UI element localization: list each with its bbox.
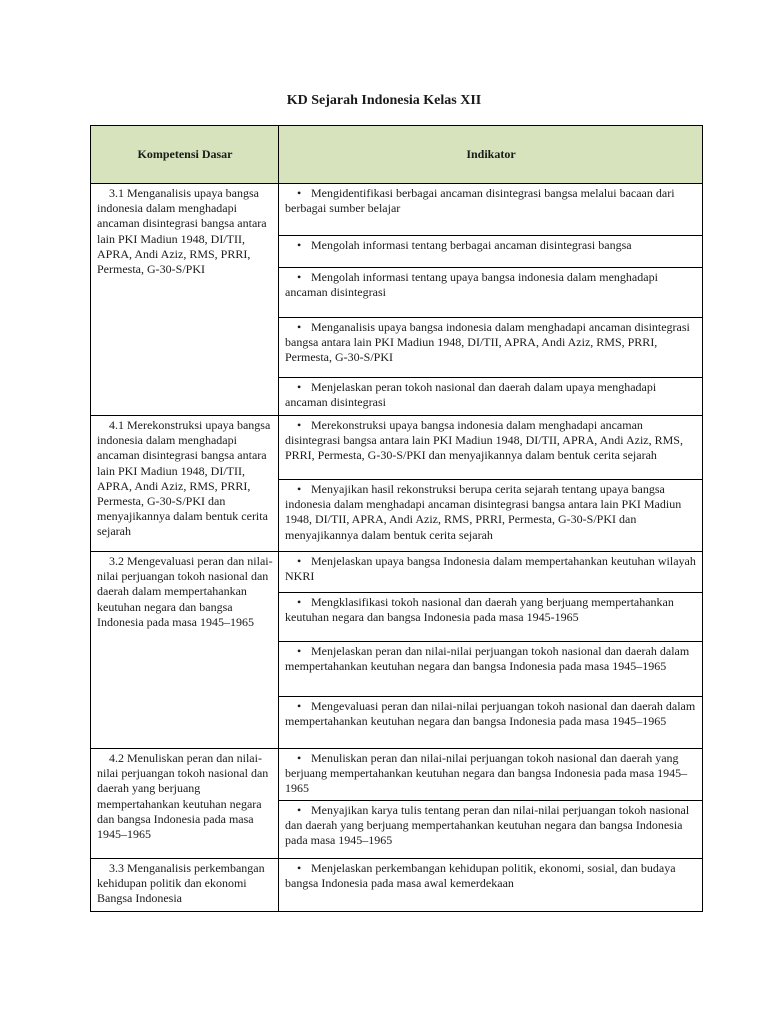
- indicator-cell: [279, 593, 703, 642]
- bullet-icon: •: [297, 699, 302, 713]
- indicator-cell: [279, 236, 703, 268]
- indicator-cell: [279, 378, 703, 416]
- indicator-text: Menjelaskan upaya bangsa Indonesia dalam mempertahankan keutuhan wilayah NKRI: [285, 554, 696, 584]
- bullet-icon: •: [297, 380, 302, 394]
- indicator-text: Merekonstruksi upaya bangsa indonesia dalam menghadapi ancaman disintegrasi bangsa antara lain PKI Madiun 1948, DI/TII, APRA, Andi Aziz, RMS, PRRI, Permesta, G-30-S/PKI dan menyajikannya dalam bentuk cerita sejarah: [285, 418, 683, 463]
- header-indikator: Indikator: [279, 126, 703, 184]
- indicator-text: Mengolah informasi tentang berbagai ancaman disintegrasi bangsa: [311, 238, 632, 252]
- indicator-text: Mengolah informasi tentang upaya bangsa indonesia dalam menghadapi ancaman disintegrasi: [285, 270, 658, 300]
- indicator-cell: [279, 318, 703, 378]
- indicator-cell: [279, 480, 703, 552]
- table-row: [91, 749, 703, 801]
- indicator-text: Mengklasifikasi tokoh nasional dan daerah yang berjuang mempertahankan keutuhan negara dan bangsa Indonesia pada masa 1945-1965: [285, 595, 674, 625]
- indicator-cell: [279, 268, 703, 318]
- bullet-icon: •: [297, 861, 302, 875]
- indicator-text: Menjelaskan peran dan nilai-nilai perjuangan tokoh nasional dan daerah dalam mempertahankan keutuhan negara dan bangsa Indonesia pada masa 1945–1965: [285, 644, 690, 674]
- indicator-text: Mengidentifikasi berbagai ancaman disintegrasi bangsa melalui bacaan dari berbagai sumber belajar: [285, 186, 675, 216]
- bullet-icon: •: [297, 320, 302, 334]
- indicator-cell: [279, 642, 703, 697]
- indicator-text: Menuliskan peran dan nilai-nilai perjuangan tokoh nasional dan daerah yang berjuang mempertahankan keutuhan negara dan bangsa Indonesia pada masa 1945–1965: [285, 751, 688, 796]
- indicator-text: Menyajikan hasil rekonstruksi berupa cerita sejarah tentang upaya bangsa indonesia dalam menghadapi ancaman disintegrasi bangsa antara lain PKI Madiun 1948, DI/TII, APRA, Andi Aziz, RMS, PRRI, Permesta, G-30-S/PKI dan menyajikannya dalam bentuk cerita sejarah: [285, 482, 682, 542]
- indicator-text: Menyajikan karya tulis tentang peran dan nilai-nilai perjuangan tokoh nasional dan daerah yang berjuang mempertahankan keutuhan negara dan bangsa Indonesia pada masa 1945–1965: [285, 803, 690, 848]
- kd-cell: 4.1 Merekonstruksi upaya bangsa indonesia dalam menghadapi ancaman disintegrasi bangsa antara lain PKI Madiun 1948, DI/TII, APRA, Andi Aziz, RMS, PRRI, Permesta, G-30-S/PKI dan menyajikannya dalam bentuk cerita sejarah: [91, 416, 279, 552]
- table-row: [91, 552, 703, 593]
- indicator-cell: [279, 184, 703, 236]
- kd-table: [90, 125, 703, 912]
- indicator-text: Menjelaskan peran tokoh nasional dan daerah dalam upaya menghadapi ancaman disintegrasi: [285, 380, 657, 410]
- bullet-icon: •: [297, 186, 302, 200]
- bullet-icon: •: [297, 751, 302, 765]
- table-row: [91, 416, 703, 480]
- kd-cell: 3.3 Menganalisis perkembangan kehidupan politik dan ekonomi Bangsa Indonesia: [91, 859, 279, 912]
- bullet-icon: •: [297, 270, 302, 284]
- indicator-text: Menjelaskan perkembangan kehidupan politik, ekonomi, sosial, dan budaya bangsa Indonesia pada masa awal kemerdekaan: [285, 861, 676, 891]
- kd-cell: 4.2 Menuliskan peran dan nilai-nilai perjuangan tokoh nasional dan daerah yang berjuang mempertahankan keutuhan negara dan bangsa Indonesia pada masa 1945–1965: [91, 749, 279, 859]
- table-row: [91, 859, 703, 912]
- bullet-icon: •: [297, 803, 302, 817]
- kd-cell: 3.2 Mengevaluasi peran dan nilai-nilai perjuangan tokoh nasional dan daerah dalam mempertahankan keutuhan negara dan bangsa Indonesia pada masa 1945–1965: [91, 552, 279, 749]
- bullet-icon: •: [297, 238, 302, 252]
- bullet-icon: •: [297, 595, 302, 609]
- table-row: [91, 184, 703, 236]
- indicator-cell: [279, 859, 703, 912]
- bullet-icon: •: [297, 418, 302, 432]
- kd-cell: 3.1 Menganalisis upaya bangsa indonesia dalam menghadapi ancaman disintegrasi bangsa antara lain PKI Madiun 1948, DI/TII, APRA, Andi Aziz, RMS, PRRI, Permesta, G-30-S/PKI: [91, 184, 279, 416]
- header-kompetensi-dasar: Kompetensi Dasar: [91, 126, 279, 184]
- indicator-text: Mengevaluasi peran dan nilai-nilai perjuangan tokoh nasional dan daerah dalam mempertahankan keutuhan negara dan bangsa Indonesia pada masa 1945–1965: [285, 699, 696, 729]
- indicator-cell: [279, 749, 703, 801]
- indicator-cell: [279, 801, 703, 859]
- document-title: KD Sejarah Indonesia Kelas XII: [286, 93, 482, 108]
- bullet-icon: •: [297, 482, 302, 496]
- indicator-text: Menganalisis upaya bangsa indonesia dalam menghadapi ancaman disintegrasi bangsa antara lain PKI Madiun 1948, DI/TII, APRA, Andi Aziz, RMS, PRRI, Permesta, G-30-S/PKI: [285, 320, 690, 365]
- indicator-cell: [279, 552, 703, 593]
- indicator-cell: [279, 697, 703, 749]
- bullet-icon: •: [297, 554, 302, 568]
- bullet-icon: •: [297, 644, 302, 658]
- indicator-cell: [279, 416, 703, 480]
- table-header-row: [91, 126, 703, 184]
